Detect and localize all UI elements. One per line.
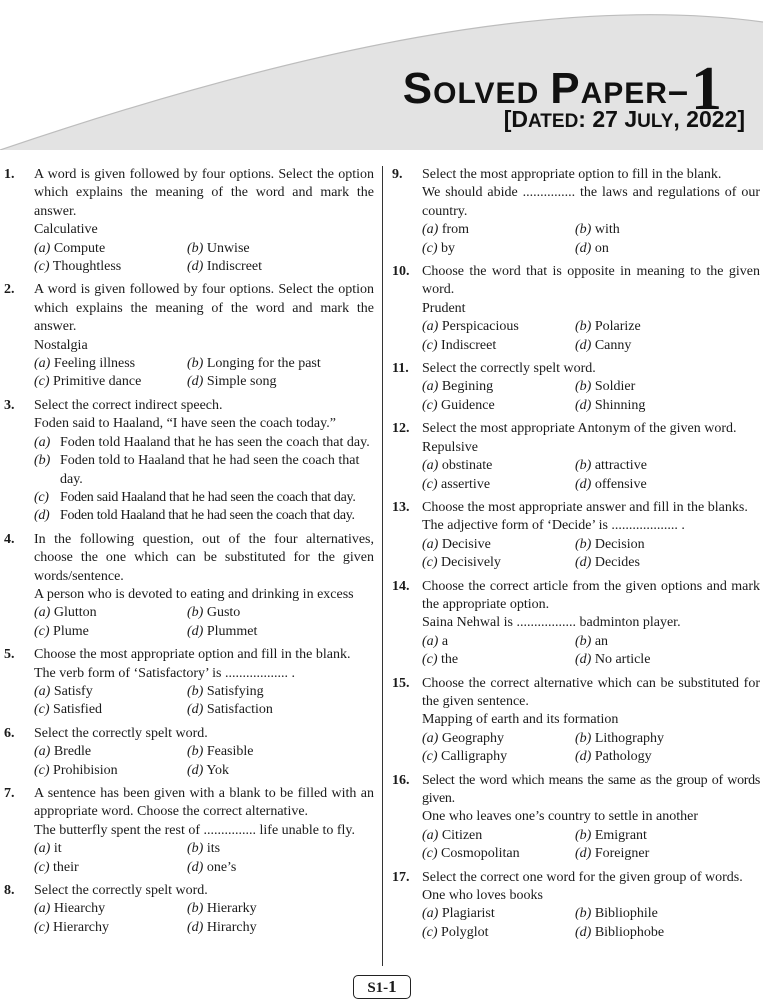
- question-6: 6. Select the correctly spelt word. (a) Bredle (b) Feasible (c) Prohibision (d) Yok: [4, 725, 254, 778]
- question-4: 4. In the following question, out of the four alternatives, choose the one which can be substituted for the given words/sentence. A person who is devoted to eating and drinking in excess (a) Glutton (b) Gusto (c) Plume (d) Plummet: [4, 531, 374, 639]
- question-15: 15. Choose the correct alternative which can be substituted for the given sentence. Mapping of earth and its formation (a) Geography (b) Lithography (c) Calligraphy (d) Pathology: [392, 675, 760, 765]
- question-9: 9. Select the most appropriate option to fill in the blank. We should abide ............... the laws and regulations of our country. (a) from (b) with (c) by (d) on: [392, 167, 760, 256]
- question-13: 13. Choose the most appropriate answer and fill in the blanks. The adjective form of ‘Decide’ is ................... . (a) Decisive (b) Decision (c) Decisively (d) Decides: [392, 499, 748, 571]
- question-17: 17. Select the correct one word for the given group of words. One who loves books (a) Plagiarist (b) Bibliophile (c) Polyglot (d) Bibliophobe: [392, 869, 743, 940]
- question-8: 8. Select the correctly spelt word. (a) Hiearchy (b) Hierarky (c) Hierarchy (d) Hirarchy: [4, 883, 257, 935]
- question-2: 2. A word is given followed by four options. Select the option which explains the meaning of the word and mark the answer. Nostalgia (a) Feeling illness (b) Longing for the past (c) Primitive dance (d) Simple song: [4, 282, 374, 390]
- right-column: [392, 166, 760, 947]
- question-16: 16. Select the word which means the same as the group of words given. One who leaves one’s country to settle in another (a) Citizen (b) Emigrant (c) Cosmopolitan (d) Foreigner: [392, 772, 760, 862]
- paper-title: SOLVED PAPER–1: [402, 55, 723, 123]
- question-12: 12. Select the most appropriate Antonym of the given word. Repulsive (a) obstinate (b) attractive (c) assertive (d) offensive: [392, 421, 737, 492]
- question-3: 3. Select the correct indirect speech. Foden said to Haaland, “I have seen the coach today.” (a) Foden told Haaland that he has seen the coach that day. (b) Foden told to Haaland that he had seen the coach that day. (c) Foden said Haaland that he had seen the coach that day. (d) Foden told Haaland that he had seen the coach that day.: [4, 397, 370, 524]
- question-1: 1. A word is given followed by four options. Select the option which explains the meaning of the word and mark the answer. Calculative (a) Compute (b) Unwise (c) Thoughtless (d) Indiscreet: [4, 167, 374, 275]
- page-number-box: S1-1: [353, 975, 411, 999]
- question-5: 5. Choose the most appropriate option and fill in the blank. The verb form of ‘Satisfactory’ is .................. . (a) Satisfy (b) Satisfying (c) Satisfied (d) Satisfaction: [4, 647, 351, 718]
- column-divider: [382, 166, 383, 966]
- paper-number: 1: [691, 55, 723, 123]
- question-14: 14. Choose the correct article from the given options and mark the appropriate option. Saina Nehwal is ................. badminton player. (a) a (b) an (c) the (d) No article: [392, 578, 760, 668]
- question-11: 11. Select the correctly spelt word. (a) Begining (b) Soldier (c) Guidence (d) Shinning: [392, 361, 646, 413]
- left-column: [4, 166, 374, 942]
- question-10: 10. Choose the word that is opposite in meaning to the given word. Prudent (a) Perspicacious (b) Polarize (c) Indiscreet (d) Canny: [392, 264, 760, 353]
- question-7: 7. A sentence has been given with a blank to be filled with an appropriate word. Choose the correct alternative. The butterfly spent the rest of ............... life unable to fly. (a) it (b) its (c) their (d) one’s: [4, 786, 374, 875]
- paper-date: [DATED: 27 JULY, 2022]: [503, 106, 745, 132]
